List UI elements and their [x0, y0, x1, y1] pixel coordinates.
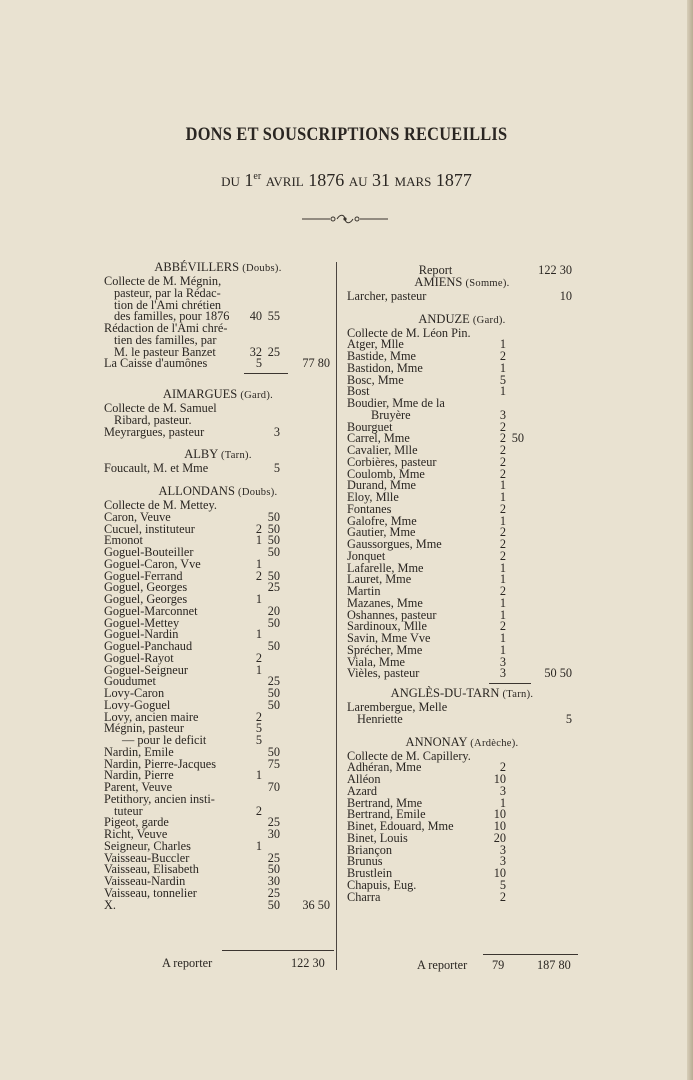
donor-name: Collecte de M. Capillery.: [347, 748, 471, 763]
amount-n1: 2: [499, 454, 506, 469]
donor-name: Goguel-Marconnet: [104, 603, 198, 618]
subtitle-du: DU: [221, 174, 240, 189]
amount-n2: 50: [267, 568, 280, 583]
amount-n1: 5: [499, 877, 506, 892]
amount-n1: 1: [499, 560, 506, 575]
right-footer-subtotal: 79: [492, 958, 505, 972]
amount-n1: 3: [499, 854, 506, 869]
donor-name: Briançon: [347, 842, 393, 857]
amount-n2: 50: [267, 509, 280, 524]
donor-name: Goguel-Bouteiller: [104, 545, 194, 559]
donor-name: Durand, Mme: [347, 478, 416, 493]
locality-name: ABBÉVILLERS: [154, 260, 240, 274]
donor-name: Sardinoux, Mlle: [347, 619, 427, 634]
donor-name: Fontanes: [347, 501, 392, 516]
subtitle-year2: 1877: [435, 170, 472, 190]
subtitle-au: AU: [348, 174, 368, 189]
donor-name: Goudumet: [104, 674, 156, 689]
donor-name: Larcher, pasteur: [347, 288, 427, 303]
amount-n1: 2: [255, 650, 262, 665]
total-rule: [104, 370, 332, 378]
donor-name: Cavalier, Mlle: [347, 443, 418, 457]
amount-n1: 2: [255, 521, 262, 536]
amount-n2: 50: [267, 744, 280, 759]
subtitle-day2: 31: [372, 170, 391, 190]
amount-n1: 2: [499, 501, 506, 516]
donor-name: Bosc, Mme: [347, 372, 404, 387]
donor-name: Jonquet: [347, 548, 386, 563]
amount-n2: 50: [267, 897, 280, 912]
donor-name: Vaisseau, Elisabeth: [104, 862, 199, 877]
donor-name: Vaisseau-Nardin: [104, 874, 186, 888]
department-name: (Gard).: [472, 314, 506, 326]
amount-n2: 20: [267, 603, 280, 618]
donor-name: Collecte de M. Léon Pin.: [347, 325, 471, 340]
locality-name: AMIENS: [414, 274, 463, 289]
donor-name: Richt, Veuve: [104, 827, 168, 841]
donor-name: Binet, Edouard, Mme: [347, 819, 454, 833]
page-title: DONS ET SOUSCRIPTIONS RECUEILLIS: [185, 124, 508, 145]
amount-n1: 2: [499, 537, 506, 551]
amount-n1: 1: [255, 592, 262, 606]
donor-name: Bastidon, Mme: [347, 360, 423, 375]
amount-n2: 50: [267, 533, 280, 548]
donor-name: tien des familles, par: [114, 332, 217, 347]
donor-row: [347, 574, 577, 586]
donor-name: Lauret, Mme: [347, 572, 412, 587]
page-subtitle: [0, 170, 693, 191]
donor-name: Lovy-Goguel: [104, 697, 171, 712]
amount-n1: 1: [499, 642, 506, 657]
donor-name: Carrel, Mme: [347, 431, 410, 446]
amount-n2: 3: [273, 424, 280, 439]
amount-n1: 1: [499, 631, 506, 645]
donor-name: Bourguet: [347, 419, 393, 434]
donor-name: Collecte de M. Mégnin,: [104, 274, 222, 288]
donor-row: [347, 774, 577, 786]
amount-n2: 70: [267, 780, 280, 794]
amount-n1: 1: [255, 627, 262, 642]
rule-line: [244, 373, 288, 374]
amount-n1: 1: [499, 513, 506, 528]
donor-name: Lafarelle, Mme: [347, 560, 424, 575]
left-footer-label: A reporter: [162, 956, 213, 970]
donor-row: [104, 463, 332, 475]
amount-n1: 1: [255, 838, 262, 853]
donor-name: Vaisseau-Buccler: [104, 850, 190, 865]
donor-row: [347, 372, 577, 387]
amount-n2: 25: [267, 674, 280, 689]
donor-name: Ribard, pasteur.: [114, 412, 192, 427]
amount-n1: 2: [255, 709, 262, 724]
amount-n2: 25: [267, 580, 280, 595]
amount-n1: 2: [499, 619, 506, 634]
donor-name: Mégnin, pasteur: [104, 721, 184, 736]
amount-n2: 50: [267, 686, 280, 700]
amount-n2: 5: [273, 461, 280, 476]
amount-n1: 10: [493, 866, 506, 880]
department-name: (Somme).: [465, 277, 510, 289]
donor-row: [104, 358, 332, 370]
donor-name: Henriette: [357, 711, 403, 726]
department-name: (Doubs).: [242, 263, 282, 274]
donor-name: Rédaction de l'Ami chré-: [104, 321, 228, 335]
donor-row: [104, 424, 332, 439]
donor-row: [347, 668, 577, 680]
amount-n1: 1: [255, 768, 262, 783]
left-column: [104, 262, 332, 911]
amount-n2: 50: [267, 615, 280, 630]
right-column: [347, 265, 577, 903]
donor-name: Goguel-Caron, Vve: [104, 556, 201, 571]
amount-n1: 2: [499, 525, 506, 540]
donor-name: Larembergue, Melle: [347, 700, 448, 714]
donor-name: Nardin, Pierre-Jacques: [104, 756, 216, 771]
amount-n1: 10: [493, 807, 506, 822]
donor-name: Oshannes, pasteur: [347, 607, 437, 622]
amount-n3: 122 30: [538, 263, 572, 277]
left-footer-rule: [222, 950, 334, 951]
amount-n3: 10: [559, 288, 572, 303]
subtitle-month2: MARS: [394, 174, 432, 189]
left-footer-total: 122 30: [291, 956, 325, 970]
right-footer-rule: [483, 954, 578, 955]
donor-name: Alléon: [347, 772, 381, 786]
donor-name: Adhéran, Mme: [347, 760, 422, 775]
donor-name: Goguel-Nardin: [104, 627, 179, 642]
amount-n2: 25: [267, 344, 280, 359]
donor-name: Bruyère: [371, 407, 411, 422]
donor-name: Lovy, ancien maire: [104, 709, 199, 724]
rule-line: [489, 683, 531, 684]
donor-name: Cucuel, instituteur: [104, 521, 195, 536]
amount-n3: 77 80: [302, 356, 330, 371]
amount-n2: 25: [267, 885, 280, 900]
right-footer-label: A reporter: [417, 958, 468, 972]
donor-name: Bertrand, Emile: [347, 807, 426, 822]
amount-n1: 1: [499, 490, 506, 504]
amount-n1: 2: [499, 466, 506, 481]
amount-n1: 5: [255, 356, 262, 371]
donor-name: Bost: [347, 384, 370, 399]
donor-name: M. le pasteur Banzet: [114, 344, 216, 359]
ornament-flourish-icon: [300, 212, 390, 226]
donor-name: Collecte de M. Mettey.: [104, 498, 217, 512]
amount-n2: 75: [267, 756, 280, 771]
donor-name: Savin, Mme Vve: [347, 631, 431, 645]
donor-name: tuteur: [114, 803, 143, 818]
donor-name: Nardin, Emile: [104, 744, 174, 759]
donor-name: — pour le deficit: [122, 733, 207, 747]
donor-name: Binet, Louis: [347, 830, 408, 845]
donor-name: X.: [104, 897, 116, 912]
donor-name: Gaussorgues, Mme: [347, 537, 442, 551]
amount-n1: 2: [499, 889, 506, 904]
donor-name: Sprécher, Mme: [347, 642, 423, 657]
donor-name: des familles, pour 1876: [114, 309, 230, 324]
amount-n1: 1: [255, 662, 262, 677]
donor-row: [347, 288, 577, 303]
amount-n1: 2: [499, 443, 506, 457]
amount-n1: 3: [499, 842, 506, 857]
donor-name: Emonot: [104, 533, 143, 548]
donor-name: Eloy, Mlle: [347, 490, 399, 504]
amount-n2: 50: [267, 639, 280, 653]
locality-name: ALBY: [184, 447, 218, 462]
right-footer-total: 187 80: [537, 958, 571, 972]
donor-name: Atger, Mlle: [347, 337, 404, 352]
donor-name: Corbières, pasteur: [347, 454, 437, 469]
amount-n1: 1: [499, 360, 506, 375]
donor-name: Meyrargues, pasteur: [104, 424, 205, 439]
amount-n1: 32: [249, 344, 262, 359]
amount-n1: 2: [499, 548, 506, 563]
subtitle-year1: 1876: [308, 170, 345, 190]
donor-row: [347, 877, 577, 892]
department-name: (Tarn).: [502, 689, 534, 700]
amount-n1: 1: [499, 595, 506, 610]
donor-row: [104, 885, 332, 900]
donor-name: Bertrand, Mme: [347, 795, 423, 810]
donor-name: Azard: [347, 783, 378, 798]
amount-n1: 5: [499, 372, 506, 387]
right-footer: [417, 958, 467, 973]
amount-n1: 1: [499, 478, 506, 493]
donor-name: Vaisseau, tonnelier: [104, 885, 197, 900]
department-name: (Ardèche).: [470, 737, 519, 749]
donor-name: Caron, Veuve: [104, 509, 171, 524]
amount-n1: 2: [499, 760, 506, 775]
amount-n2: 25: [267, 815, 280, 830]
donor-name: Goguel-Seigneur: [104, 662, 189, 677]
donor-name: Brunus: [347, 854, 383, 869]
locality-heading: [347, 311, 577, 327]
donor-name: tion de l'Ami chrétien: [114, 297, 222, 312]
amount-n2: 50: [267, 697, 280, 712]
amount-n1: 2: [499, 349, 506, 363]
amount-n2: 25: [267, 850, 280, 865]
donor-row: [347, 889, 577, 904]
locality-name: ANNONAY: [405, 734, 468, 749]
donor-name: Charra: [347, 889, 381, 904]
donor-name: Martin: [347, 584, 381, 598]
donor-name: Goguel-Ferrand: [104, 568, 183, 583]
amount-n1: 2: [499, 584, 506, 598]
subtitle-sup: er: [253, 171, 262, 182]
donor-name: Petithory, ancien insti-: [104, 791, 215, 806]
amount-n1: 1: [499, 572, 506, 587]
amount-n1: 1: [499, 607, 506, 622]
donor-name: Goguel, Georges: [104, 592, 188, 606]
amount-n1: 1: [499, 337, 506, 352]
donor-name: Vièles, pasteur: [347, 666, 420, 681]
donor-row: [347, 711, 577, 726]
amount-n3: 50 50: [544, 666, 572, 681]
donor-row: [347, 762, 577, 774]
amount-n1: 5: [255, 721, 262, 736]
amount-n1: 10: [493, 772, 506, 786]
amount-n2: 50: [267, 545, 280, 559]
locality-name: ALLONDANS: [158, 484, 235, 498]
donor-name: Seigneur, Charles: [104, 838, 191, 853]
donor-name: Bastide, Mme: [347, 349, 416, 363]
donor-name: Mazanes, Mme: [347, 595, 423, 610]
amount-n1: 1: [255, 556, 262, 571]
amount-n1: 2: [499, 419, 506, 434]
donor-name: Gautier, Mme: [347, 525, 416, 540]
amount-n2: 50: [267, 862, 280, 877]
donor-name: Galofre, Mme: [347, 513, 417, 528]
donor-name: Report: [418, 263, 453, 277]
donor-name: Goguel, Georges: [104, 580, 188, 595]
locality-name: ANGLÈS-DU-TARN: [390, 686, 500, 700]
amount-n3: 5: [565, 711, 572, 726]
amount-n2: 50: [511, 431, 524, 446]
amount-n1: 40: [249, 309, 262, 324]
amount-n1: 20: [493, 830, 506, 845]
amount-n2: 30: [267, 827, 280, 841]
column-divider: [336, 262, 337, 970]
donor-name: Nardin, Pierre: [104, 768, 174, 783]
amount-n3: 36 50: [302, 897, 330, 912]
department-name: (Tarn).: [220, 450, 252, 462]
locality-name: AIMARGUES: [162, 387, 238, 401]
donor-name: Goguel-Rayot: [104, 650, 174, 665]
donor-name: Brustlein: [347, 866, 393, 880]
amount-n1: 3: [499, 666, 506, 681]
locality-heading: [347, 734, 577, 750]
donor-name: Foucault, M. et Mme: [104, 461, 209, 476]
donor-name: Coulomb, Mme: [347, 466, 425, 481]
amount-n2: 50: [267, 521, 280, 536]
amount-n2: 55: [267, 309, 280, 324]
donor-name: Boudier, Mme de la: [347, 396, 445, 410]
donor-name: Collecte de M. Samuel: [104, 401, 217, 415]
donor-name: Chapuis, Eug.: [347, 877, 417, 892]
amount-n1: 10: [493, 819, 506, 833]
page-edge: [687, 0, 693, 1080]
donor-name: La Caisse d'aumônes: [104, 356, 208, 371]
left-footer: [162, 956, 212, 971]
department-name: (Gard).: [240, 390, 274, 401]
subtitle-month1: AVRIL: [265, 174, 304, 189]
amount-n1: 3: [499, 783, 506, 798]
amount-n1: 1: [499, 795, 506, 810]
donor-name: Viala, Mme: [347, 654, 405, 669]
amount-n2: 30: [267, 874, 280, 888]
donor-name: pasteur, par la Rédac-: [114, 285, 221, 300]
amount-n1: 3: [499, 654, 506, 669]
donor-name: Parent, Veuve: [104, 780, 173, 794]
locality-heading: [347, 274, 577, 290]
amount-n1: 2: [499, 431, 506, 446]
amount-n1: 2: [255, 568, 262, 583]
subtitle-day: 1: [244, 170, 254, 190]
donor-name: Goguel-Panchaud: [104, 639, 193, 653]
donor-name: Lovy-Caron: [104, 686, 165, 700]
amount-n1: 2: [255, 803, 262, 818]
department-name: (Doubs).: [238, 487, 278, 498]
locality-name: ANDUZE: [418, 311, 470, 326]
amount-n1: 5: [255, 733, 262, 747]
donor-row: [104, 897, 332, 912]
donor-name: Pigeot, garde: [104, 815, 169, 830]
donor-name: Goguel-Mettey: [104, 615, 180, 630]
amount-n1: 1: [499, 384, 506, 399]
amount-n1: 1: [255, 533, 262, 548]
amount-n1: 3: [499, 407, 506, 422]
